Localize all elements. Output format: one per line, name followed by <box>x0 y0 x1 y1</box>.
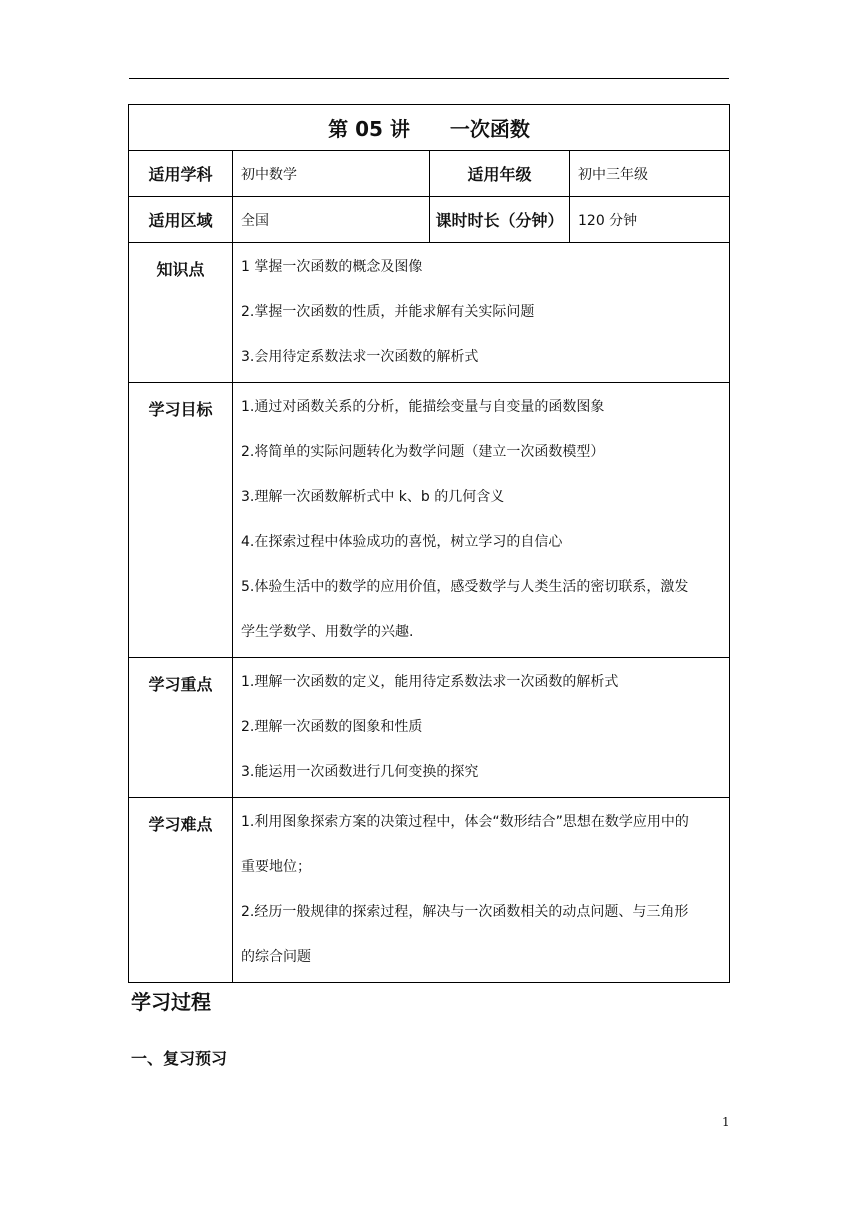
section-line: 1.通过对函数关系的分析，能描绘变量与自变量的函数图象 <box>241 399 605 415</box>
duration-label: 课时时长（分钟） <box>430 197 570 243</box>
section-line: 5.体验生活中的数学的应用价值，感受数学与人类生活的密切联系，激发 <box>241 579 689 595</box>
section-difficulties <box>129 798 730 983</box>
section-line: 3.会用待定系数法求一次函数的解析式 <box>241 349 479 365</box>
section-line: 重要地位； <box>241 859 311 875</box>
lesson-topic: 一次函数 <box>449 117 530 141</box>
section-label: 学习难点 <box>129 798 233 983</box>
section-line: 2.经历一般规律的探索过程，解决与一次函数相关的动点问题、与三角形 <box>241 904 689 920</box>
section-line: 的综合问题 <box>241 949 311 965</box>
grade-value: 初中三年级 <box>570 151 730 197</box>
section-line: 1.理解一次函数的定义，能用待定系数法求一次函数的解析式 <box>241 674 619 690</box>
section-label: 知识点 <box>129 243 233 383</box>
lesson-info-table <box>128 104 730 983</box>
header-rule <box>129 78 729 79</box>
section-line: 3.理解一次函数解析式中 k、b 的几何含义 <box>241 489 505 505</box>
section-body <box>233 243 730 383</box>
section-label: 学习目标 <box>129 383 233 658</box>
duration-value: 120 分钟 <box>570 197 730 243</box>
region-label: 适用区域 <box>129 197 233 243</box>
section-line: 3.能运用一次函数进行几何变换的探究 <box>241 764 479 780</box>
section-line: 4.在探索过程中体验成功的喜悦，树立学习的自信心 <box>241 534 563 550</box>
section-knowledge-points <box>129 243 730 383</box>
section-line: 2.理解一次函数的图象和性质 <box>241 719 423 735</box>
section-key-points <box>129 658 730 798</box>
section-body <box>233 798 730 983</box>
subject-label: 适用学科 <box>129 151 233 197</box>
section-line: 2.将简单的实际问题转化为数学问题（建立一次函数模型） <box>241 444 605 460</box>
section-learning-objectives <box>129 383 730 658</box>
section-body <box>233 658 730 798</box>
section-line: 2.掌握一次函数的性质，并能求解有关实际问题 <box>241 304 535 320</box>
lesson-title <box>129 105 730 151</box>
section-line: 学生学数学、用数学的兴趣. <box>241 624 414 640</box>
section-line: 1.利用图象探索方案的决策过程中，体会“数形结合”思想在数学应用中的 <box>241 814 689 830</box>
section-body <box>233 383 730 658</box>
subject-value: 初中数学 <box>233 151 430 197</box>
heading-learning-process: 学习过程 <box>131 990 211 1014</box>
section-line: 1 掌握一次函数的概念及图像 <box>241 259 423 275</box>
section-label: 学习重点 <box>129 658 233 798</box>
grade-label: 适用年级 <box>430 151 570 197</box>
lesson-number: 第 05 讲 <box>328 117 410 141</box>
region-value: 全国 <box>233 197 430 243</box>
heading-review-preview: 一、复习预习 <box>131 1049 228 1068</box>
page-number: 1 <box>722 1115 730 1129</box>
